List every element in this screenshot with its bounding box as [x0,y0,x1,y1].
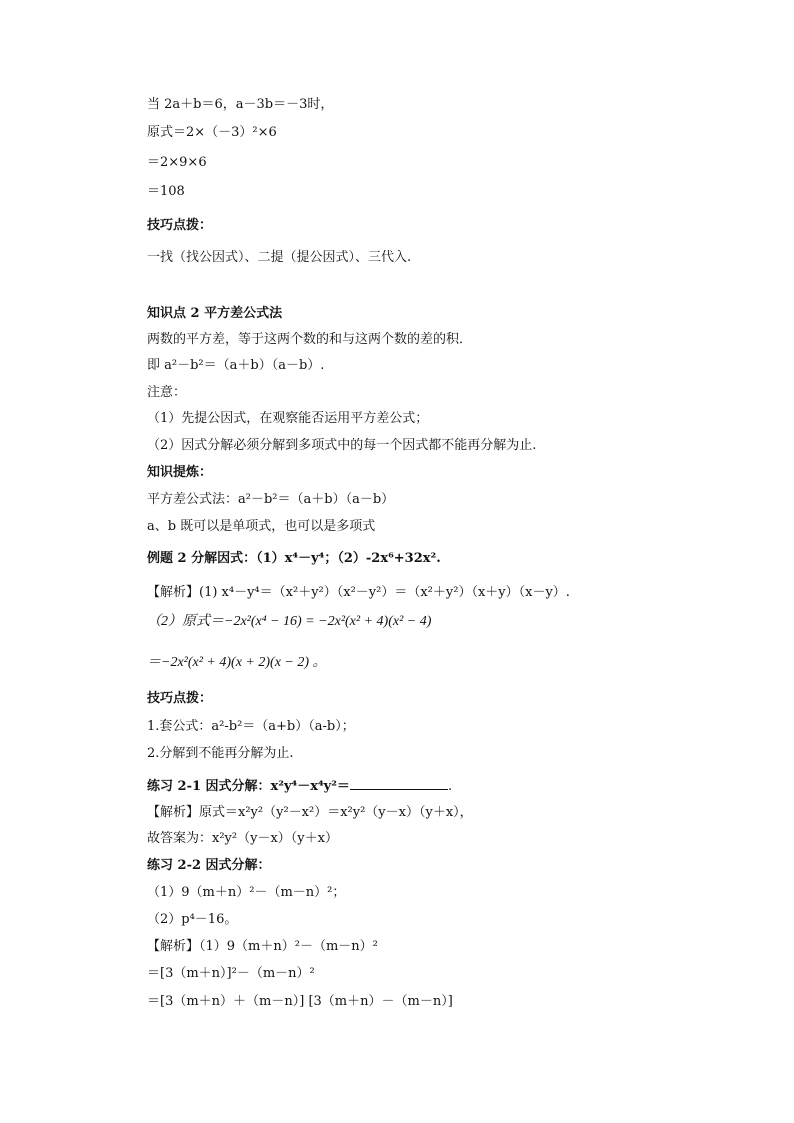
example-heading: 例题 2 分解因式：（1）x⁴－y⁴；（2）-2x⁶+32x². [147,551,441,566]
solution-line: 【解析】(1) x⁴－y⁴＝（x²＋y²）（x²－y²）＝（x²＋y²）（x＋y）（x－y）. [147,585,570,600]
text-line: （2）p⁴－16。 [147,912,238,927]
text-line: 注意： [147,385,187,400]
text-line: 即 a²－b²＝（a＋b）（a－b）. [147,358,325,373]
section-heading: 技巧点拨： [147,691,213,706]
exercise-line [147,777,452,796]
exercise-heading: 练习 2-2 因式分解： [147,858,271,873]
text-line: ＝2×9×6 [147,155,207,170]
answer-blank [350,777,448,790]
solution-line: 【解析】原式＝x²y²（y²－x²）＝x²y²（y－x）（y＋x）， [147,805,473,820]
text-line: （1）9（m＋n）²－（m－n）²； [147,885,346,900]
text-line: 两数的平方差，等于这两个数的和与这两个数的差的积． [147,332,473,347]
text-line: ＝[3（m＋n）]²－（m－n）² [147,966,315,981]
text-line: 2.分解到不能再分解为止. [147,746,294,761]
section-heading: 技巧点拨： [147,218,213,233]
formula-line: ＝−2x²(x² + 4)(x + 2)(x − 2) 。 [147,655,327,670]
text-line: （2）因式分解必须分解到多项式中的每一个因式都不能再分解为止. [147,438,537,453]
section-heading: 知识提炼： [147,465,213,480]
exercise-text: 练习 2-1 因式分解：x²y⁴－x⁴y²＝ [147,779,350,794]
blank-suffix: . [447,779,453,794]
text-line: ＝[3（m＋n）＋（m－n）] [3（m＋n）－（m－n）] [147,994,453,1009]
solution-line: 【解析】（1）9（m＋n）²－（m－n）² [147,939,378,954]
text-line: 平方差公式法：a²－b²＝（a＋b）（a－b） [147,492,395,507]
text-line: 一找（找公因式）、二提（提公因式）、三代入. [147,250,412,265]
text-line: （1）先提公因式，在观察能否运用平方差公式； [147,411,429,426]
text-line: 故答案为：x²y²（y－x）（y＋x） [147,831,338,846]
text-line: a、b 既可以是单项式，也可以是多项式 [147,519,376,534]
formula-line: （2）原式＝−2x²(x⁴ − 16) = −2x²(x² + 4)(x² − 4) [147,614,432,629]
text-line: 当 2a＋b＝6，a－3b＝－3时， [147,97,334,112]
text-line: 1.套公式：a²-b²＝（a+b）（a-b）； [147,719,355,734]
section-heading: 知识点 2 平方差公式法 [147,306,283,321]
text-line: 原式＝2×（－3）²×6 [147,125,277,140]
text-line: ＝108 [147,184,185,199]
